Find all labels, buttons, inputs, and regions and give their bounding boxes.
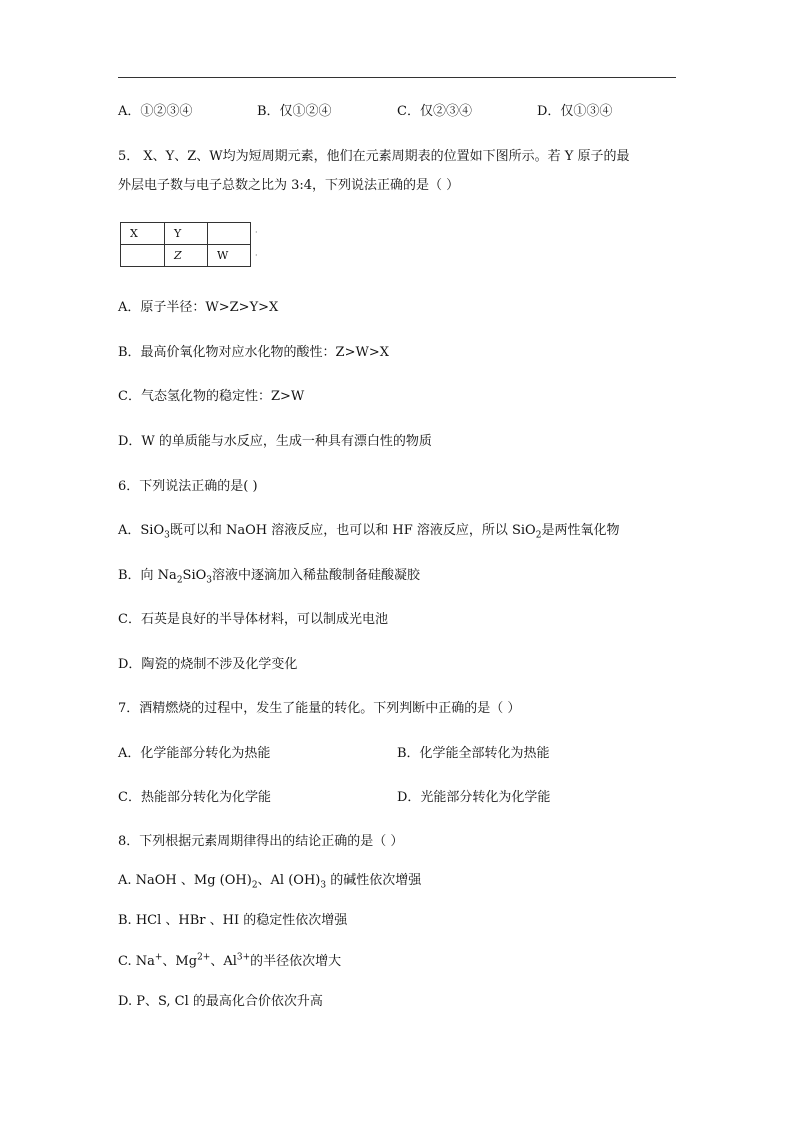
q6-option-a: A．SiO$_3$既可以和 NaOH 溶液反应，也可以和 HF 溶液反应，所以 SiO$_2$是两性氧化物 bbox=[118, 523, 620, 541]
q4-option-a: A．①②③④ bbox=[118, 104, 193, 119]
table-cell-z: Z bbox=[165, 245, 208, 267]
table-mark: · bbox=[255, 251, 258, 260]
table-cell-empty-2 bbox=[121, 245, 165, 267]
q5-option-d: D．W 的单质能与水反应，生成一种具有漂白性的物质 bbox=[118, 434, 432, 449]
q5-option-a: A．原子半径：W>Z>Y>X bbox=[118, 300, 279, 315]
q8-option-b: B. HCl 、HBr 、HI 的稳定性依次增强 bbox=[118, 913, 348, 928]
q6-option-d: D．陶瓷的烧制不涉及化学变化 bbox=[118, 657, 298, 672]
q5-stem-line1: 5． X、Y、Z、W均为短周期元素，他们在元素周期表的位置如下图所示。若 Y 原子的最 bbox=[118, 149, 630, 164]
q8-stem: 8．下列根据元素周期律得出的结论正确的是（ ） bbox=[118, 834, 404, 849]
q6-stem: 6．下列说法正确的是( ) bbox=[118, 479, 258, 494]
q5-option-b: B．最高价氧化物对应水化物的酸性：Z>W>X bbox=[118, 345, 389, 360]
q4-option-d: D．仅①③④ bbox=[537, 104, 613, 119]
q4-option-b: B．仅①②④ bbox=[257, 104, 332, 119]
q7-option-d: D．光能部分转化为化学能 bbox=[397, 790, 551, 805]
table-cell-w: W bbox=[208, 245, 251, 267]
q5-stem-line2: 外层电子数与电子总数之比为 3:4，下列说法正确的是（ ） bbox=[118, 178, 460, 193]
table-cell-y: Y bbox=[165, 223, 208, 245]
q8-option-d: D. P、S, Cl 的最高化合价依次升高 bbox=[118, 994, 323, 1009]
q7-option-b: B．化学能全部转化为热能 bbox=[397, 746, 550, 761]
q5-option-c: C．气态氢化物的稳定性：Z>W bbox=[118, 389, 305, 404]
periodic-table-fragment bbox=[120, 222, 251, 267]
q6-option-b: B．向 $Na_2SiO_3$溶液中逐滴加入稀盐酸制备硅酸凝胶 bbox=[118, 568, 421, 586]
q8-option-a: A. NaOH 、Mg $(OH)_2$、Al $(OH)_3$ 的碱性依次增强 bbox=[118, 873, 422, 891]
q4-option-c: C．仅②③④ bbox=[397, 104, 472, 119]
table-cell-x: X bbox=[121, 223, 165, 245]
table-cell-empty-1 bbox=[208, 223, 251, 245]
q7-option-c: C．热能部分转化为化学能 bbox=[118, 790, 271, 805]
table-mark: · bbox=[255, 228, 258, 237]
header-rule bbox=[118, 77, 676, 78]
q6-option-c: C．石英是良好的半导体材料，可以制成光电池 bbox=[118, 612, 388, 627]
q7-option-a: A．化学能部分转化为热能 bbox=[118, 746, 271, 761]
q8-option-c: C. Na+、$Mg^{2+}$、$Al^{3+}$的半径依次增大 bbox=[118, 952, 342, 969]
q7-stem: 7．酒精燃烧的过程中，发生了能量的转化。下列判断中正确的是（ ） bbox=[118, 701, 521, 716]
